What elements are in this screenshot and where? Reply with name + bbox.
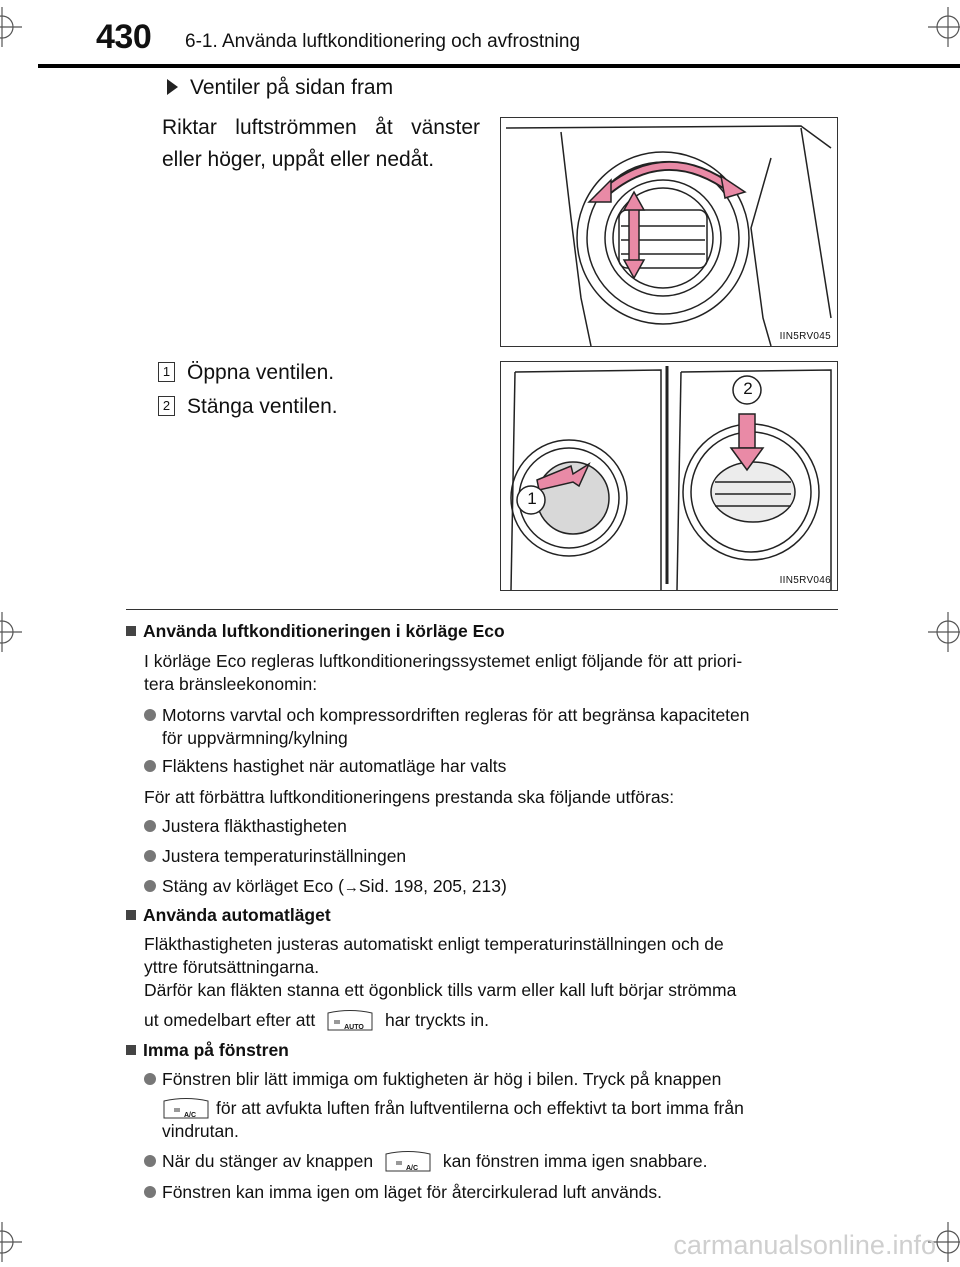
square-bullet-icon: [126, 626, 136, 636]
fog-bullet-text: När du stänger av knappen: [162, 1151, 374, 1171]
auto-body-line: Fläkthastigheten justeras automatiskt enligt temperaturinställningen och de: [144, 934, 724, 954]
bullet-dot-icon: [144, 1155, 156, 1167]
eco-intro-line: I körläge Eco regleras luftkonditioneringssystemet enligt följande för att priori-: [144, 651, 743, 671]
figure-code: IIN5RV045: [779, 331, 831, 342]
step-open: [158, 361, 334, 385]
bullet-dot-icon: [144, 850, 156, 862]
auto-button-icon: [326, 1010, 374, 1032]
eco-intro: [144, 650, 844, 696]
header-rule: [38, 64, 960, 68]
auto-body-line: ut omedelbart efter att: [144, 1010, 316, 1030]
eco-intro-line: tera bränsleekonomin:: [144, 674, 318, 694]
fog-heading-text: Imma på fönstren: [143, 1040, 289, 1060]
fog-bullet-3: [144, 1181, 662, 1204]
vent-open-close-illustration: [501, 362, 837, 590]
bullet-dot-icon: [144, 820, 156, 832]
eco-action-2: [144, 845, 406, 868]
ac-button-icon: [384, 1151, 432, 1173]
page-number: 430: [96, 18, 152, 56]
watermark: carmanualsonline.info: [673, 1230, 936, 1260]
ac-button-icon: [162, 1098, 210, 1120]
ac-button-label: A/C: [406, 1165, 419, 1172]
eco-bullet-1: [144, 704, 844, 750]
fog-bullet-2: [144, 1150, 707, 1173]
vent-adjust-illustration: [501, 118, 837, 346]
fog-bullet-text: för att avfukta luften från luftventilerna och effektivt ta bort imma från: [216, 1098, 744, 1118]
ac-button-label: A/C: [184, 1112, 197, 1119]
auto-heading-text: Använda automatläget: [143, 905, 331, 925]
auto-body-line: yttre förutsättningarna.: [144, 957, 320, 977]
step-close: [158, 395, 338, 419]
step-number-badge: 2: [158, 396, 175, 416]
crop-mark-icon: [928, 7, 960, 47]
step-open-label: Öppna ventilen.: [187, 361, 335, 384]
crop-mark-icon: [0, 612, 22, 652]
bullet-dot-icon: [144, 880, 156, 892]
auto-body: [144, 933, 844, 1002]
eco-action-text: Justera fläkthastigheten: [162, 816, 347, 836]
eco-heading-text: Använda luftkonditioneringen i körläge Eco: [143, 621, 505, 641]
fog-bullet-text: kan fönstren imma igen snabbare.: [442, 1151, 708, 1171]
eco-heading: [126, 621, 505, 642]
auto-heading: [126, 905, 331, 926]
eco-action-text: Stäng av körläget Eco (: [162, 876, 344, 896]
chapter-title: 6-1. Använda luftkonditionering och avfrostning: [185, 31, 581, 52]
fog-bullet-text: Fönstren blir lätt immiga om fuktigheten är hög i bilen. Tryck på knappen: [162, 1069, 722, 1089]
auto-body-line: har tryckts in.: [384, 1010, 490, 1030]
eco-bullet-text: Fläktens hastighet när automatläge har valts: [162, 756, 507, 776]
callout-2: 2: [743, 379, 753, 398]
triangle-bullet-icon: [167, 79, 178, 95]
vents-subheading-text: Ventiler på sidan fram: [190, 76, 394, 99]
step-close-label: Stänga ventilen.: [187, 395, 338, 418]
crop-mark-icon: [0, 1222, 22, 1262]
arrow-right-icon: →: [343, 879, 359, 896]
eco-improve-text: För att förbättra luftkonditioneringens prestanda ska följande utföras:: [144, 787, 675, 807]
auto-body-line: Därför kan fläkten stanna ett ögonblick tills varm eller kall luft börjar strömma: [144, 980, 737, 1000]
eco-action-text: Justera temperaturinställningen: [162, 846, 407, 866]
auto-button-line: [144, 1009, 489, 1032]
bullet-dot-icon: [144, 709, 156, 721]
eco-action-1: [144, 815, 347, 838]
fog-bullet-text: Fönstren kan imma igen om läget för återcirkulerad luft används.: [162, 1182, 662, 1202]
figure-code: IIN5RV046: [779, 575, 831, 586]
fog-heading: [126, 1040, 289, 1061]
vents-subheading: [167, 76, 393, 100]
fog-bullet-1: [144, 1068, 840, 1143]
section-divider: [126, 609, 838, 610]
eco-action-3: [144, 875, 507, 899]
vents-description: Riktar luftströmmen åt vänster eller höger, uppåt eller nedåt.: [162, 116, 480, 171]
page-reference-link[interactable]: Sid. 198, 205, 213): [358, 876, 507, 896]
bullet-dot-icon: [144, 1073, 156, 1085]
eco-bullet-2: [144, 755, 506, 778]
vent-open-close-figure: [500, 361, 838, 591]
callout-1: 1: [527, 489, 537, 508]
square-bullet-icon: [126, 910, 136, 920]
square-bullet-icon: [126, 1045, 136, 1055]
bullet-dot-icon: [144, 1186, 156, 1198]
auto-button-label: AUTO: [344, 1024, 364, 1031]
vent-adjust-figure: [500, 117, 838, 347]
crop-mark-icon: [0, 7, 22, 47]
step-number-badge: 1: [158, 362, 175, 382]
crop-mark-icon: [928, 612, 960, 652]
fog-bullet-text: vindrutan.: [162, 1121, 239, 1141]
eco-bullet-text: Motorns varvtal och kompressordriften regleras för att begränsa kapaciteten: [162, 705, 750, 725]
eco-bullet-text: för uppvärmning/kylning: [162, 728, 348, 748]
bullet-dot-icon: [144, 760, 156, 772]
